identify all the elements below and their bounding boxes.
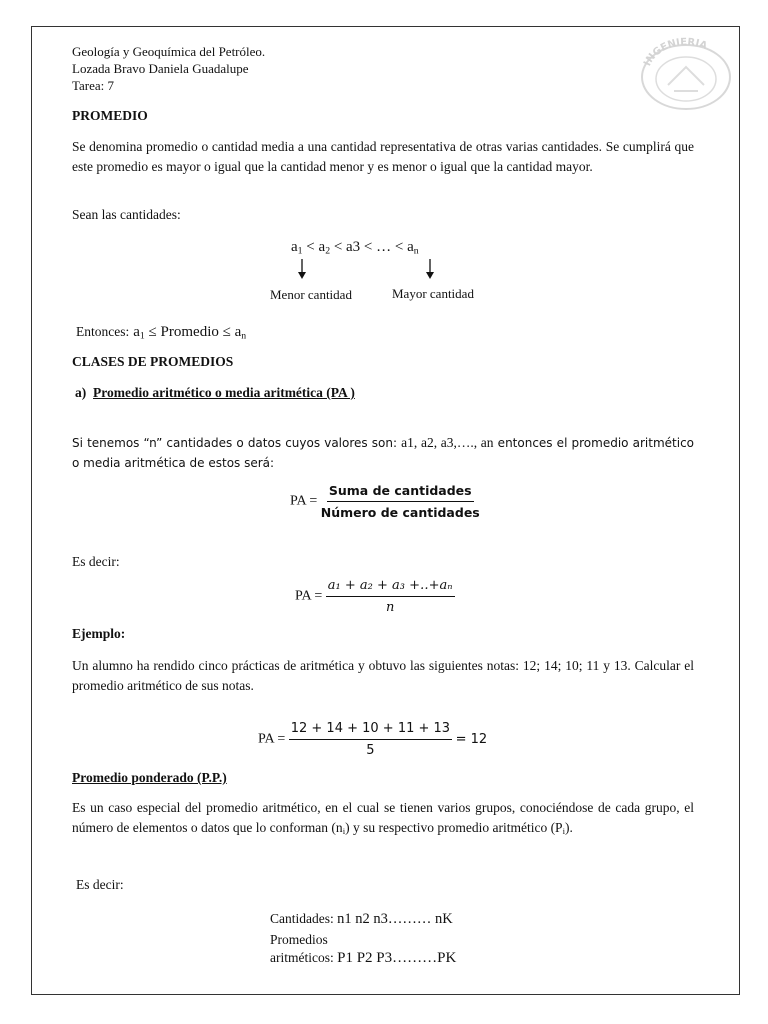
si-tenemos-paragraph: Si tenemos “n” cantidades o datos cuyos valores son: a1, a2, a3,…., an entonces el promedio aritmético o media aritmética de estos será: — [72, 435, 695, 470]
ponderado-heading: Promedio ponderado (P.P.) — [72, 770, 227, 785]
header-author: Lozada Bravo Daniela Guadalupe — [72, 61, 249, 76]
seal-text: INGENIERIA — [642, 37, 709, 68]
sean-cantidades: Sean las cantidades: — [72, 207, 181, 222]
es-decir-2: Es decir: — [76, 877, 124, 892]
entonces-inequality: Entonces: $a_1$ ≤ Promedio ≤ $a_n$ — [76, 324, 247, 342]
pa-formula-words: PA = $\frac{\text{Suma de cantidades}}{\text{Número de cantidades}}$ — [290, 483, 480, 520]
header-assignment: Tarea: 7 — [72, 78, 115, 93]
university-seal-logo — [638, 37, 734, 111]
down-arrow-icon — [296, 259, 308, 281]
menor-cantidad-label: Menor cantidad — [270, 287, 352, 302]
section-heading-promedio: PROMEDIO — [72, 108, 148, 123]
ponderado-text: Es un caso especial del promedio aritmético, en el cual se tienen varios grupos, conociéndose de cada grupo, el número de elementos o datos que lo conforman $(n_i)$ y su respectivo promedio aritmético $(P_i)$. — [72, 800, 694, 836]
ejemplo-text: Un alumno ha rendido cinco prácticas de aritmética y obtuvo las siguientes notas: 12; 14; 10; 11 y 13. Calcular el promedio aritmético de sus notas. — [72, 658, 694, 693]
document-page — [31, 26, 740, 995]
header-course: Geología y Geoquímica del Petróleo. — [72, 44, 266, 59]
quantity-sequence: $a_1 < a_2 < a3$ < … < $a_n$ — [291, 239, 419, 257]
mayor-cantidad-label: Mayor cantidad — [392, 286, 474, 301]
pa-formula-symbols: PA = $\frac{\text{a₁ + a₂ + a₃ +‥+aₙ}}{n}$ — [295, 578, 453, 615]
down-arrow-icon — [424, 259, 436, 281]
es-decir-1: Es decir: — [72, 554, 120, 569]
ejemplo-heading: Ejemplo: — [72, 626, 126, 641]
aritmeticos-row: aritméticos: P1 P2 P3………PK — [270, 950, 457, 966]
section-heading-clases: CLASES DE PROMEDIOS — [72, 354, 234, 369]
svg-text:INGENIERIA — [642, 37, 709, 68]
cantidades-row: Cantidades: n1 n2 n3……… nK — [270, 911, 453, 927]
promedio-intro: Se denomina promedio o cantidad media a una cantidad representativa de otras varias cantidades. Se cumplirá que este promedio es mayor o igual que la cantidad menor y es menor o igual que la cantidad mayor. — [72, 139, 694, 174]
ejemplo-formula: PA = $\frac{12 + 14 + 10 + 11 + 13}{5}$ = 12 — [258, 721, 488, 758]
subsection-a: a) Promedio aritmético o media aritmética (PA ) — [75, 385, 355, 400]
promedios-label: Promedios — [270, 932, 328, 947]
